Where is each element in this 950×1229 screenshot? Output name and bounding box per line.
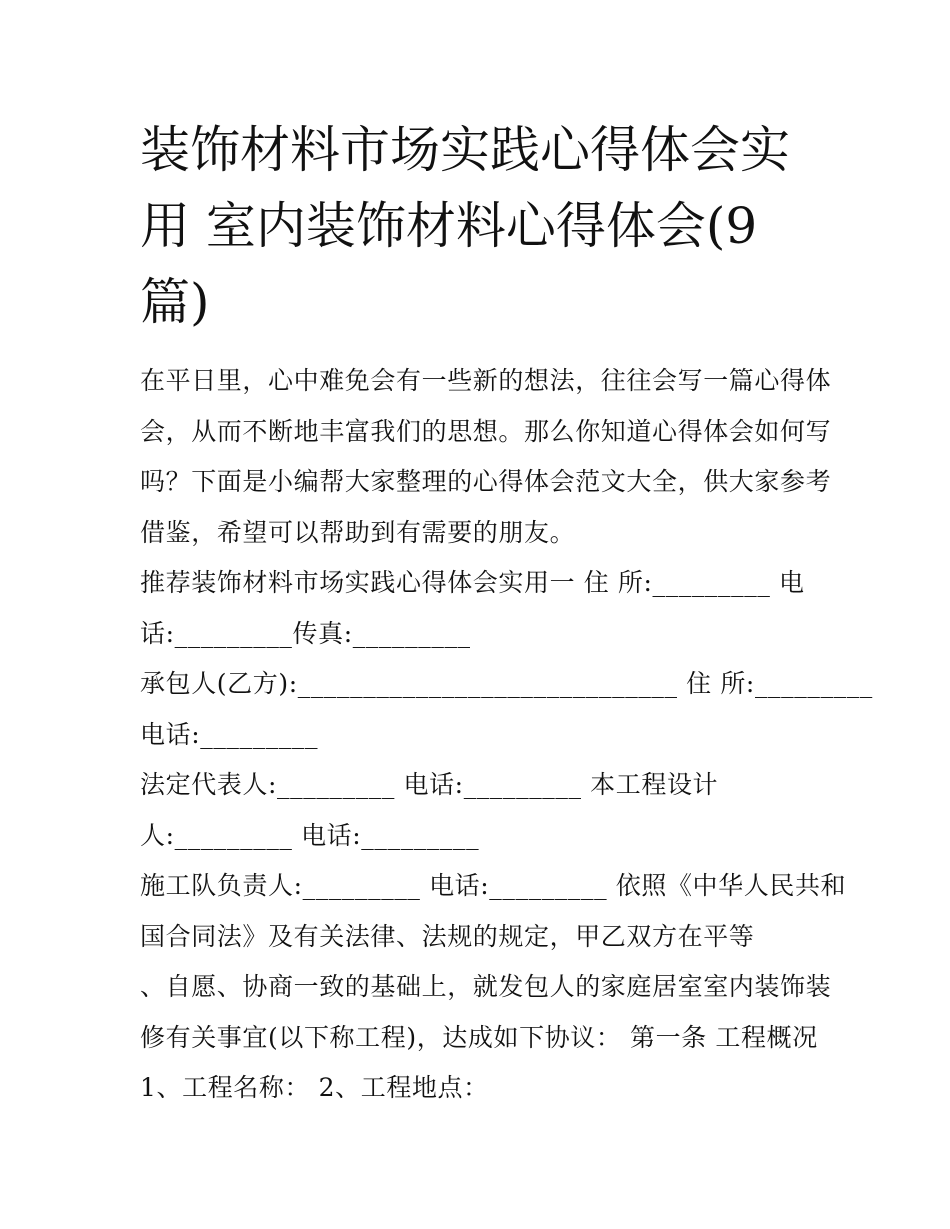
text-line: 、自愿、协商一致的基础上，就发包人的家庭居室室内装饰装 xyxy=(140,972,832,1001)
text-line: 在平日里，心中难免会有一些新的想法，往往会写一篇心得体 xyxy=(140,366,832,395)
text-line: 推荐装饰材料市场实践心得体会实用一 住 所:_________ 电 xyxy=(140,568,805,597)
title-line: 装饰材料市场实践心得体会实 xyxy=(140,121,790,179)
title-line: 用 室内装饰材料心得体会(9 xyxy=(140,197,758,255)
contract-body xyxy=(140,558,873,1114)
document-title xyxy=(140,112,820,340)
text-line: 施工队负责人:_________ 电话:_________ 依照《中华人民共和 xyxy=(140,871,847,900)
text-line: 法定代表人:_________ 电话:_________ 本工程设计 xyxy=(140,770,719,799)
text-line: 修有关事宜(以下称工程)，达成如下协议： 第一条 工程概况 xyxy=(140,1022,818,1052)
text-line: 人:_________ 电话:_________ xyxy=(140,820,480,850)
text-line: 1、工程名称： 2、工程地点： xyxy=(140,1073,489,1102)
text-line: 承包人(乙方):_____________________________ 住 所:_________ xyxy=(140,669,873,698)
text-line: 国合同法》及有关法律、法规的规定，甲乙双方在平等 xyxy=(140,921,755,951)
text-line: 会，从而不断地丰富我们的思想。那么你知道心得体会如何写 xyxy=(140,416,832,446)
title-line: 篇) xyxy=(140,273,210,331)
intro-paragraph xyxy=(140,356,831,558)
text-line: 电话:_________ xyxy=(140,719,319,749)
text-line: 吗？下面是小编帮大家整理的心得体会范文大全，供大家参考 xyxy=(140,467,832,496)
text-line: 话:_________传真:_________ xyxy=(140,618,471,648)
text-line: 借鉴，希望可以帮助到有需要的朋友。 xyxy=(140,517,576,547)
